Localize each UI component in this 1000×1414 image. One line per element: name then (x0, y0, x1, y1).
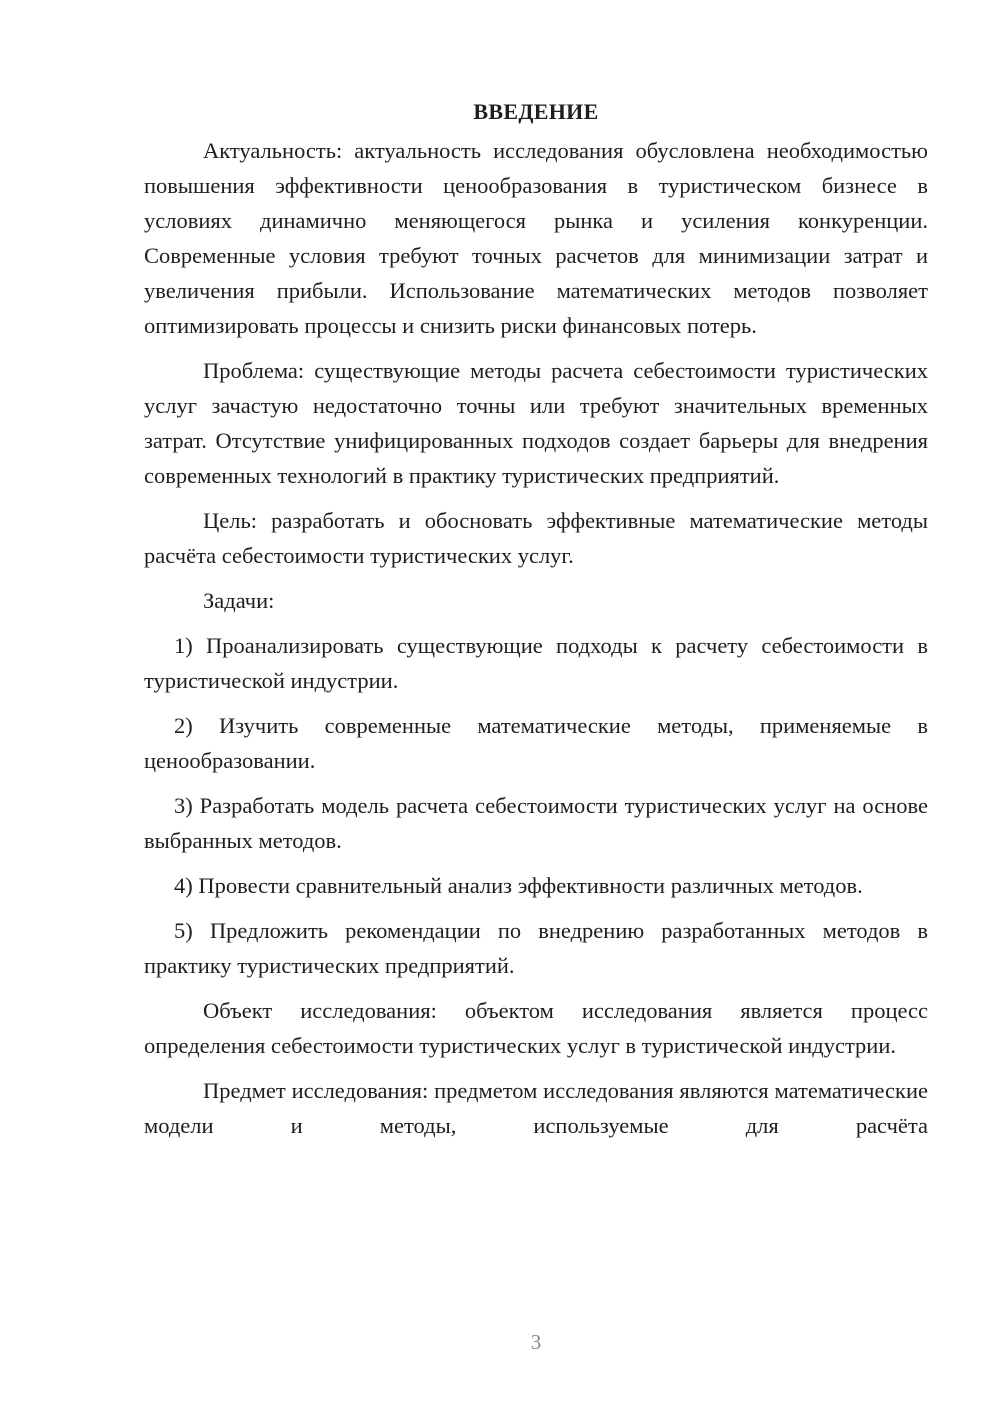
task-item-3: 3) Разработать модель расчета себестоимости туристических услуг на основе выбранных методов. (144, 793, 928, 853)
page-number: 3 (530, 1330, 542, 1354)
subject-paragraph: Предмет исследования: предметом исследования являются математические модели и методы, используемые для расчёта (144, 1078, 928, 1138)
page-content (144, 97, 928, 1153)
object-paragraph: Объект исследования: объектом исследования является процесс определения себестоимости туристических услуг в туристической индустрии. (144, 998, 928, 1058)
tasks-heading: Задачи: (203, 588, 275, 613)
problem-paragraph: Проблема: существующие методы расчета себестоимости туристических услуг зачастую недостаточно точны или требуют значительных временных затрат. Отсутствие унифицированных подходов создает барьеры для внедрения современных технологий в практику туристических предприятий. (144, 358, 928, 488)
task-item-5: 5) Предложить рекомендации по внедрению разработанных методов в практику туристических предприятий. (144, 918, 928, 978)
task-item-1: 1) Проанализировать существующие подходы к расчету себестоимости в туристической индустрии. (144, 633, 928, 693)
relevance-paragraph: Актуальность: актуальность исследования обусловлена необходимостью повышения эффективности ценообразования в туристическом бизнесе в условиях динамично меняющегося рынка и усиления конкуренции. Современные условия требуют точных расчетов для минимизации затрат и увеличения прибыли. Использование математических методов позволяет оптимизировать процессы и снизить риски финансовых потерь. (144, 138, 928, 338)
section-title: ВВЕДЕНИЕ (473, 99, 599, 124)
task-item-4: 4) Провести сравнительный анализ эффективности различных методов. (174, 873, 863, 898)
task-item-2: 2) Изучить современные математические методы, применяемые в ценообразовании. (144, 713, 928, 773)
goal-paragraph: Цель: разработать и обосновать эффективные математические методы расчёта себестоимости туристических услуг. (144, 508, 928, 568)
